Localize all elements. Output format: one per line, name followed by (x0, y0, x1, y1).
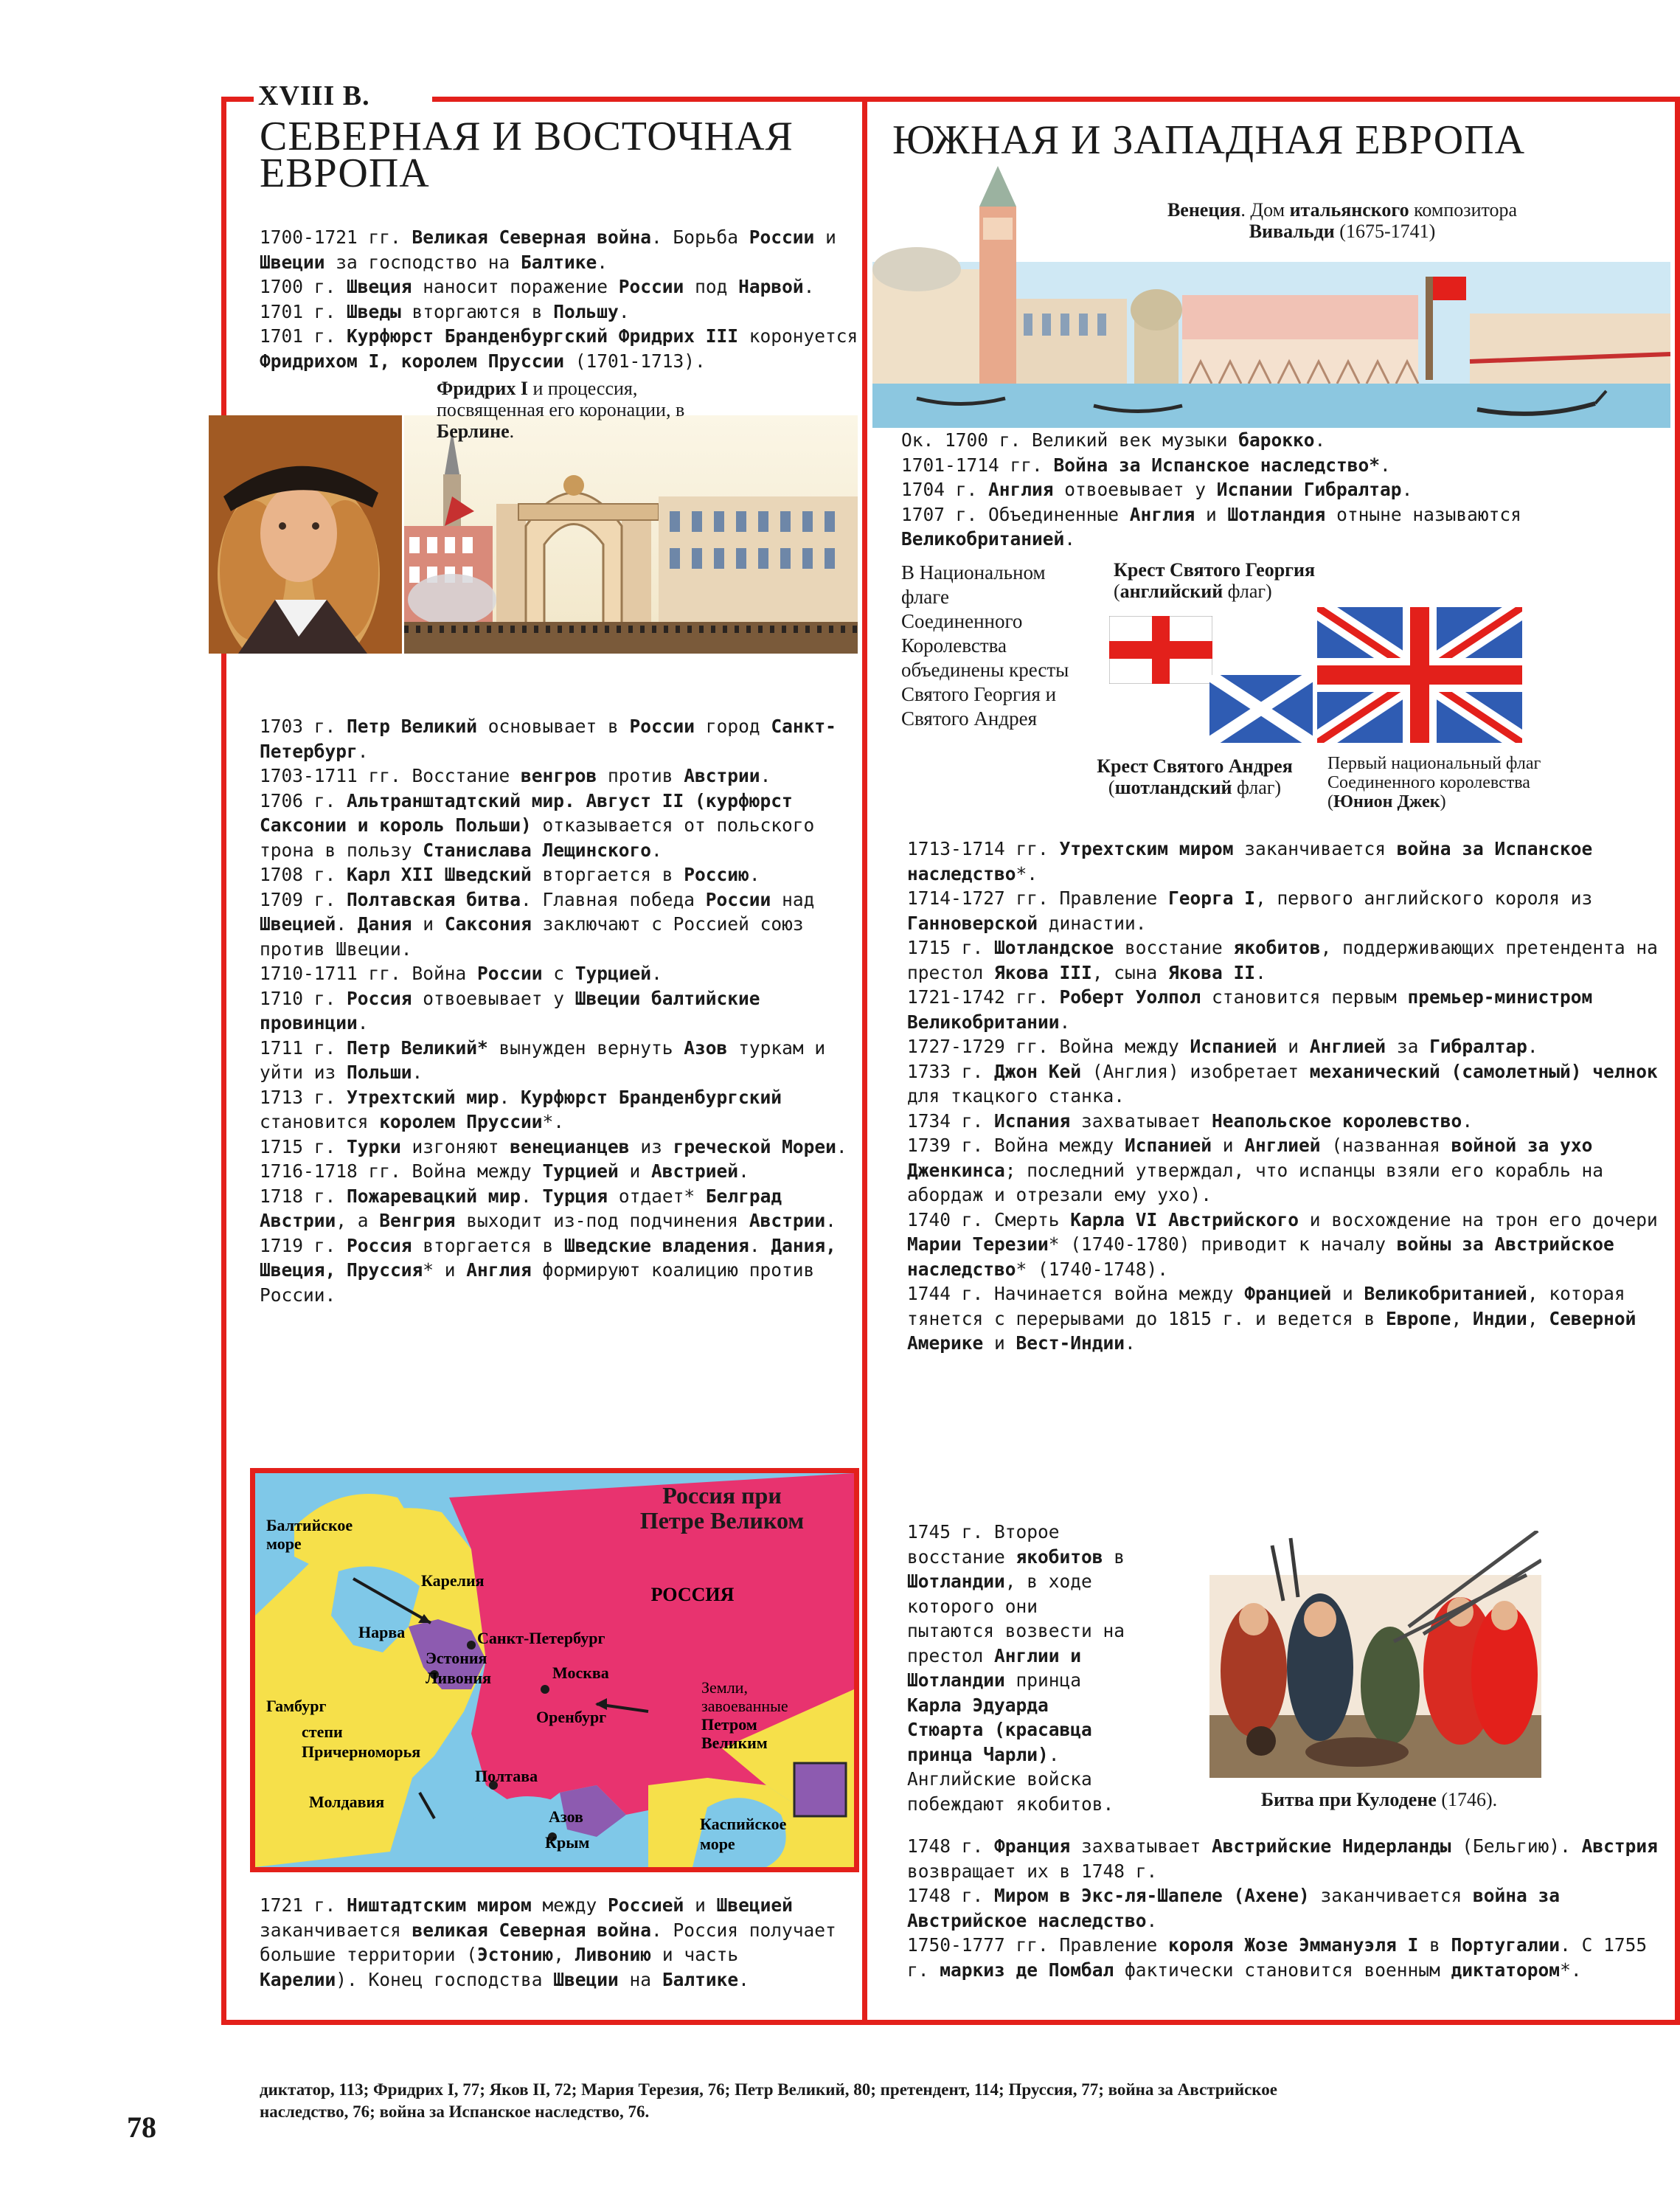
timeline-entry: 1718 г. Пожаревацкий мир. Турция отдает* Белград Австрии, а Венгрия выходит из-под подчинения Австрии. (260, 1185, 836, 1231)
timeline-entry: 1700-1721 гг. Великая Северная война. Борьба России и Швеции за господство на Балтике. (260, 226, 836, 273)
st-andrew-flag (1209, 675, 1313, 743)
map-label-spb: Санкт-Петербург (477, 1629, 605, 1647)
timeline-entry: 1700 г. Швеция наносит поражение России под Нарвой. (260, 276, 815, 297)
timeline-entry: 1748 г. Миром в Экс-ля-Шапеле (Ахене) заканчивается война за Австрийское наследство. (907, 1885, 1561, 1931)
map-legend-4: Великим (701, 1734, 768, 1752)
union-jack-caption: Первый национальный флаг Соединенного королевства (Юнион Джек) (1327, 754, 1541, 811)
timeline-entry: 1709 г. Полтавская битва. Главная победа России над Швецией. Дания и Саксония заключают с Россией союз против Швеции. (260, 888, 815, 960)
timeline-entry: 1734 г. Испания захватывает Неапольское королевство. (907, 1109, 1474, 1132)
timeline-entry: 1740 г. Смерть Карла VI Австрийского и восхождение на трон его дочери Марии Терезии* (1740-1780) приводит к началу войны за Австрийское наследство* (1740-1748). (907, 1208, 1658, 1280)
map-label-hamburg: Гамбург (266, 1697, 327, 1715)
st-george-flag-svg (1109, 616, 1212, 684)
left-timeline-bottom (260, 1893, 842, 1992)
timeline-entry: 1704 г. Англия отвоевывает у Испании Гибралтар. (901, 479, 1413, 500)
timeline-entry: 1715 г. Турки изгоняют венецианцев из греческой Мореи. (260, 1135, 847, 1157)
timeline-entry: 1703-1711 гг. Восстание венгров против Австрии. (260, 765, 771, 786)
left-timeline-mid (260, 714, 858, 1307)
flag-note: В Национальном флаге Соединенного Королевства объединены кресты Святого Георгия и Святого Андрея (901, 561, 1069, 730)
culloden-image (1209, 1531, 1541, 1778)
st-george-flag (1109, 616, 1212, 684)
map-label-caspian-1: Каспийское (700, 1815, 787, 1833)
map-label-estonia: Эстония (426, 1649, 487, 1667)
timeline-entry: 1715 г. Шотландское восстание якобитов, поддерживающих претендента на престол Якова III, сына Якова II. (907, 937, 1658, 983)
map-label-russia: РОССИЯ (650, 1584, 735, 1605)
friedrich-procession-image (209, 415, 858, 654)
timeline-entry: 1707 г. Объединенные Англия и Шотландия отныне называются Великобританией. (901, 503, 1521, 550)
venice-caption: Венеция. Дом итальянского композитора Вивальди (1675-1741) (1167, 199, 1518, 242)
timeline-entry: 1703 г. Петр Великий основывает в России город Санкт-Петербург. (260, 716, 836, 762)
map-title-line1: Россия при (662, 1482, 782, 1509)
timeline-entry: 1708 г. Карл XII Шведский вторгается в Россию. (260, 864, 760, 885)
timeline-entry: 1721-1742 гг. Роберт Уолпол становится первым премьер-министром Великобритании. (907, 986, 1593, 1033)
russia-map-svg (250, 1468, 859, 1872)
left-timeline-top (260, 225, 858, 373)
map-label-baltic-2: море (266, 1534, 302, 1553)
timeline-entry: 1719 г. Россия вторгается в Шведские владения. Дания, Швеция, Пруссия* и Англия формируют коалицию против России. (260, 1234, 836, 1306)
timeline-entry: 1701-1714 гг. Война за Испанское наследство*. (901, 454, 1391, 476)
timeline-entry: 1710 г. Россия отвоевывает у Швеции балтийские провинции. (260, 987, 760, 1034)
timeline-entry: 1733 г. Джон Кей (Англия) изобретает механический (самолетный) челнок для ткацкого станка. (907, 1060, 1658, 1107)
friedrich-illustration (209, 415, 858, 654)
century-label: XVIII В. (258, 80, 370, 111)
timeline-entry: 1713 г. Утрехтский мир. Курфюрст Бранденбургский становится королем Пруссии*. (260, 1086, 782, 1132)
map-label-moscow: Москва (552, 1663, 609, 1682)
left-section-title: СЕВЕРНАЯ И ВОСТОЧНАЯ ЕВРОПА (260, 114, 794, 196)
right-section-title: ЮЖНАЯ И ЗАПАДНАЯ ЕВРОПА (892, 117, 1526, 163)
timeline-entry: 1727-1729 гг. Война между Испанией и Англией за Гибралтар. (907, 1036, 1538, 1057)
index-footer-line2: наследство, 76; война за Испанское наследство, 76. (260, 2102, 650, 2121)
timeline-entry: 1711 г. Петр Великий* вынужден вернуть Азов туркам и уйти из Польши. (260, 1036, 826, 1083)
map-label-moldavia: Молдавия (309, 1793, 385, 1811)
frame-middle (862, 102, 867, 2025)
frame-left (221, 97, 226, 2025)
timeline-entry: 1748 г. Франция захватывает Австрийские Нидерланды (Бельгию). Австрия возвращает их в 1748 г. (907, 1835, 1658, 1882)
map-label-caspian-2: море (700, 1835, 735, 1853)
map-label-livonia: Ливония (426, 1669, 492, 1687)
map-label-crimea: Крым (545, 1833, 590, 1852)
map-legend-3: Петром (701, 1715, 757, 1734)
right-timeline-mid (907, 837, 1667, 1356)
frame-bottom (221, 2020, 1680, 2025)
timeline-entry: Ок. 1700 г. Великий век музыки барокко. (901, 429, 1326, 451)
timeline-entry: 1745 г. Второе восстание якобитов в Шотландии, в ходе которого они пытаются возвести на престол Англии и Шотландии принца Карла Эдуарда Стюарта (красавца принца Чарли). Английские войска побеждают якобитов. (907, 1521, 1125, 1815)
map-label-karelia: Карелия (421, 1571, 485, 1590)
timeline-entry: 1701 г. Шведы вторгаются в Польшу. (260, 300, 630, 322)
map-label-narva: Нарва (358, 1623, 406, 1641)
friedrich-caption: Фридрих I и процессия, посвященная его коронации, в Берлине. (437, 378, 685, 442)
union-jack-flag (1317, 607, 1522, 743)
frame-top-main (432, 97, 1680, 102)
map-label-orenburg: Оренбург (536, 1708, 607, 1726)
timeline-entry: 1744 г. Начинается война между Францией и Великобританией, которая тянется с перерывами до 1815 г. и ведется в Европе, Индии, Северной Америке и Вест-Индии. (907, 1283, 1636, 1354)
map-label-poltava: Полтава (475, 1767, 538, 1785)
map-label-steppe-1: степи (302, 1723, 343, 1741)
russia-map (250, 1468, 859, 1872)
culloden-illustration (1209, 1531, 1541, 1778)
timeline-entry: 1710-1711 гг. Война России с Турцией. (260, 963, 662, 984)
timeline-entry: 1714-1727 гг. Правление Георга I, первого английского короля из Ганноверской династии. (907, 887, 1593, 934)
st-andrew-flag-svg (1209, 675, 1313, 743)
st-andrew-caption: Крест Святого Андрея (шотландский флаг) (1097, 755, 1293, 798)
page-number: 78 (127, 2111, 156, 2144)
map-legend-2: завоеванные (701, 1697, 788, 1715)
right-timeline-top (901, 428, 1668, 552)
timeline-entry: 1716-1718 гг. Война между Турцией и Австрией. (260, 1160, 749, 1182)
timeline-entry: 1739 г. Война между Испанией и Англией (названная войной за ухо Дженкинса; последний утверждал, что испанцы взяли его корабль на абордаж и отрезали ему ухо). (907, 1135, 1604, 1205)
timeline-entry: 1701 г. Курфюрст Бранденбургский Фридрих III коронуется Фридрихом I, королем Пруссии (1701-1713). (260, 325, 858, 372)
index-footer-line1: диктатор, 113; Фридрих I, 77; Яков II, 72; Мария Терезия, 76; Петр Великий, 80; претендент, 114; Пруссия, 77; война за Австрийское (260, 2080, 1277, 2099)
map-title-line2: Петре Великом (639, 1507, 805, 1534)
right-timeline-bottom (907, 1834, 1667, 1982)
timeline-entry: 1721 г. Ништадтским миром между Россией и Швецией заканчивается великая Северная война. Россия получает большие территории (Эстонию, Ливонию и часть Карелии). Конец господства Швеции на Балтике. (260, 1894, 836, 1990)
union-jack-flag-svg (1317, 607, 1522, 743)
st-george-caption: Крест Святого Георгия (английский флаг) (1114, 559, 1316, 602)
map-legend-1: Земли, (701, 1678, 748, 1697)
timeline-entry: 1713-1714 гг. Утрехтским миром заканчивается война за Испанское наследство*. (907, 838, 1593, 884)
map-label-azov: Азов (549, 1807, 583, 1826)
timeline-entry: 1750-1777 гг. Правление короля Жозе Эммануэля I в Португалии. С 1755 г. маркиз де Помбал фактически становится военным диктатором*. (907, 1934, 1648, 1981)
jacobite-text (907, 1520, 1128, 1816)
timeline-entry: 1706 г. Альтранштадтский мир. Август II (курфюрст Саксонии и король Польши) отказывается от польского трона в пользу Станислава Лещинского. (260, 789, 815, 861)
culloden-caption: Битва при Кулодене (1746). (1260, 1789, 1498, 1810)
frame-right (1675, 102, 1680, 2025)
map-label-baltic-1: Балтийское (266, 1516, 353, 1534)
map-label-steppe-2: Причерноморья (302, 1742, 421, 1761)
